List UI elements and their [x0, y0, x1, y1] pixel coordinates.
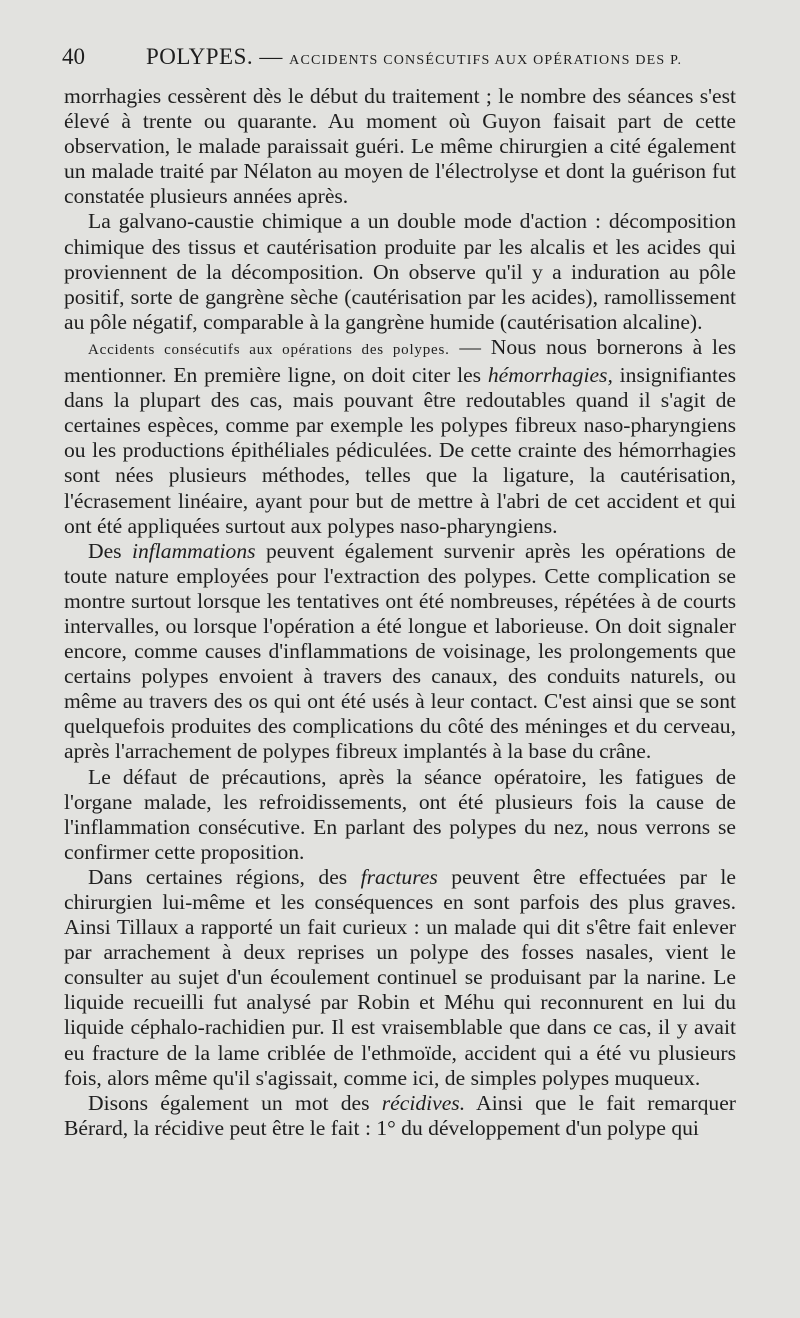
text-span: peuvent également survenir après les opérations de toute nature employées pour l'extraction des polypes. Cette complication se montre surtout lorsque les tentatives ont été nombreuses, répétées à de courts intervalles, ou lorsque l'opération a été longue et laborieuse. On doit signaler encore, comme causes d'inflammations de voisinage, les prolongements que certains polypes envoient à travers des canaux, des conduits naturels, ou même au travers des os qui ont été usés à leur contact. C'est ainsi que se sont quelquefois produites des complications du côté des méninges et du cerveau, après l'arrachement de polypes fibreux implantés à la base du crâne.	[64, 538, 737, 764]
emphasis-hemorrhagies: hémorrhagies,	[487, 363, 613, 388]
main-text	[64, 84, 736, 1141]
paragraph-continuation: morrhagies cessèrent dès le début du traitement ; le nombre des séances s'est élevé à trente ou quarante. Au moment où Guyon faisait part de cette observation, le malade paraissait guéri. Le même chirurgien a cité également un malade traité par Nélaton au moyen de l'électrolyse et dont la guérison fut constatée plusieurs années après.	[64, 84, 736, 209]
header-title: POLYPES.	[146, 44, 254, 69]
paragraph-galvano-caustie: La galvano-caustie chimique a un double mode d'action : décomposition chimique des tissus et cautérisation produite par les alcalis et les acides qui proviennent de la décomposition. On observe qu'il y a induration au pôle positif, sorte de gangrène sèche (cautérisation par les acides), ramollissement au pôle négatif, comparable à la gangrène humide (cautérisation alcaline).	[64, 209, 736, 334]
header-subtitle: ACCIDENTS CONSÉCUTIFS AUX OPÉRATIONS DES P.	[289, 53, 683, 68]
paragraph-recidives	[64, 1091, 736, 1141]
page-number: 40	[62, 44, 85, 69]
emphasis-recidives: récidives.	[381, 1090, 466, 1115]
text-span: Dans certaines régions, des	[88, 864, 361, 889]
running-header	[62, 40, 742, 80]
text-span: — Nous nous bornerons à les mentionner. En première ligne, on doit citer les	[64, 334, 736, 388]
running-title	[146, 44, 682, 70]
text-span: Des	[88, 538, 132, 563]
header-dash: —	[259, 44, 283, 69]
text-span: Ainsi que le fait remarquer Bérard, la récidive peut être le fait : 1° du développement d'un polype qui	[64, 1090, 736, 1140]
emphasis-fractures: fractures	[360, 864, 438, 889]
paragraph-precautions: Le défaut de précautions, après la séance opératoire, les fatigues de l'organe malade, les refroidissements, ont été plusieurs fois la cause de l'inflammation consécutive. En parlant des polypes du nez, nous verrons se confirmer cette proposition.	[64, 764, 736, 864]
paragraph-accidents	[64, 335, 736, 539]
text-span: insignifiantes dans la plupart des cas, mais pouvant être redoutables quand il s'agit de certaines espèces, comme par exemple les polypes fibreux naso-pharyngiens ou les productions épithéliales pédiculées. De cette crainte des hémorrhagies sont nées plusieurs méthodes, telles que la ligature, la cautérisation, l'écrasement linéaire, ayant pour but de mettre à l'abri de cet accident et qui ont été appliquées surtout aux polypes naso-pharyngiens.	[64, 363, 737, 538]
section-heading-accidents: Accidents consécutifs aux opérations des polypes.	[88, 341, 450, 358]
emphasis-inflammations: inflammations	[131, 538, 256, 563]
paragraph-inflammations	[64, 539, 736, 765]
paragraph-fractures	[64, 865, 736, 1091]
text-span: Disons également un mot des	[88, 1090, 382, 1115]
text-span: peuvent être effectuées par le chirurgien lui-même et les conséquences en sont parfois des plus graves. Ainsi Tillaux a rapporté un fait curieux : un malade qui dit s'être fait enlever par arrachement à deux reprises un polype des fosses nasales, vient le consulter au sujet d'un écoulement continuel se produisant par la narine. Le liquide recueilli fut analysé par Robin et Méhu qui reconnurent en lui du liquide céphalo-rachidien pur. Il est vraisemblable que dans ce cas, il y avait eu fracture de la lame criblée de l'ethmoïde, accident qui a été vu plusieurs fois, alors même qu'il s'agissait, comme ici, de simples polypes muqueux.	[64, 864, 737, 1090]
